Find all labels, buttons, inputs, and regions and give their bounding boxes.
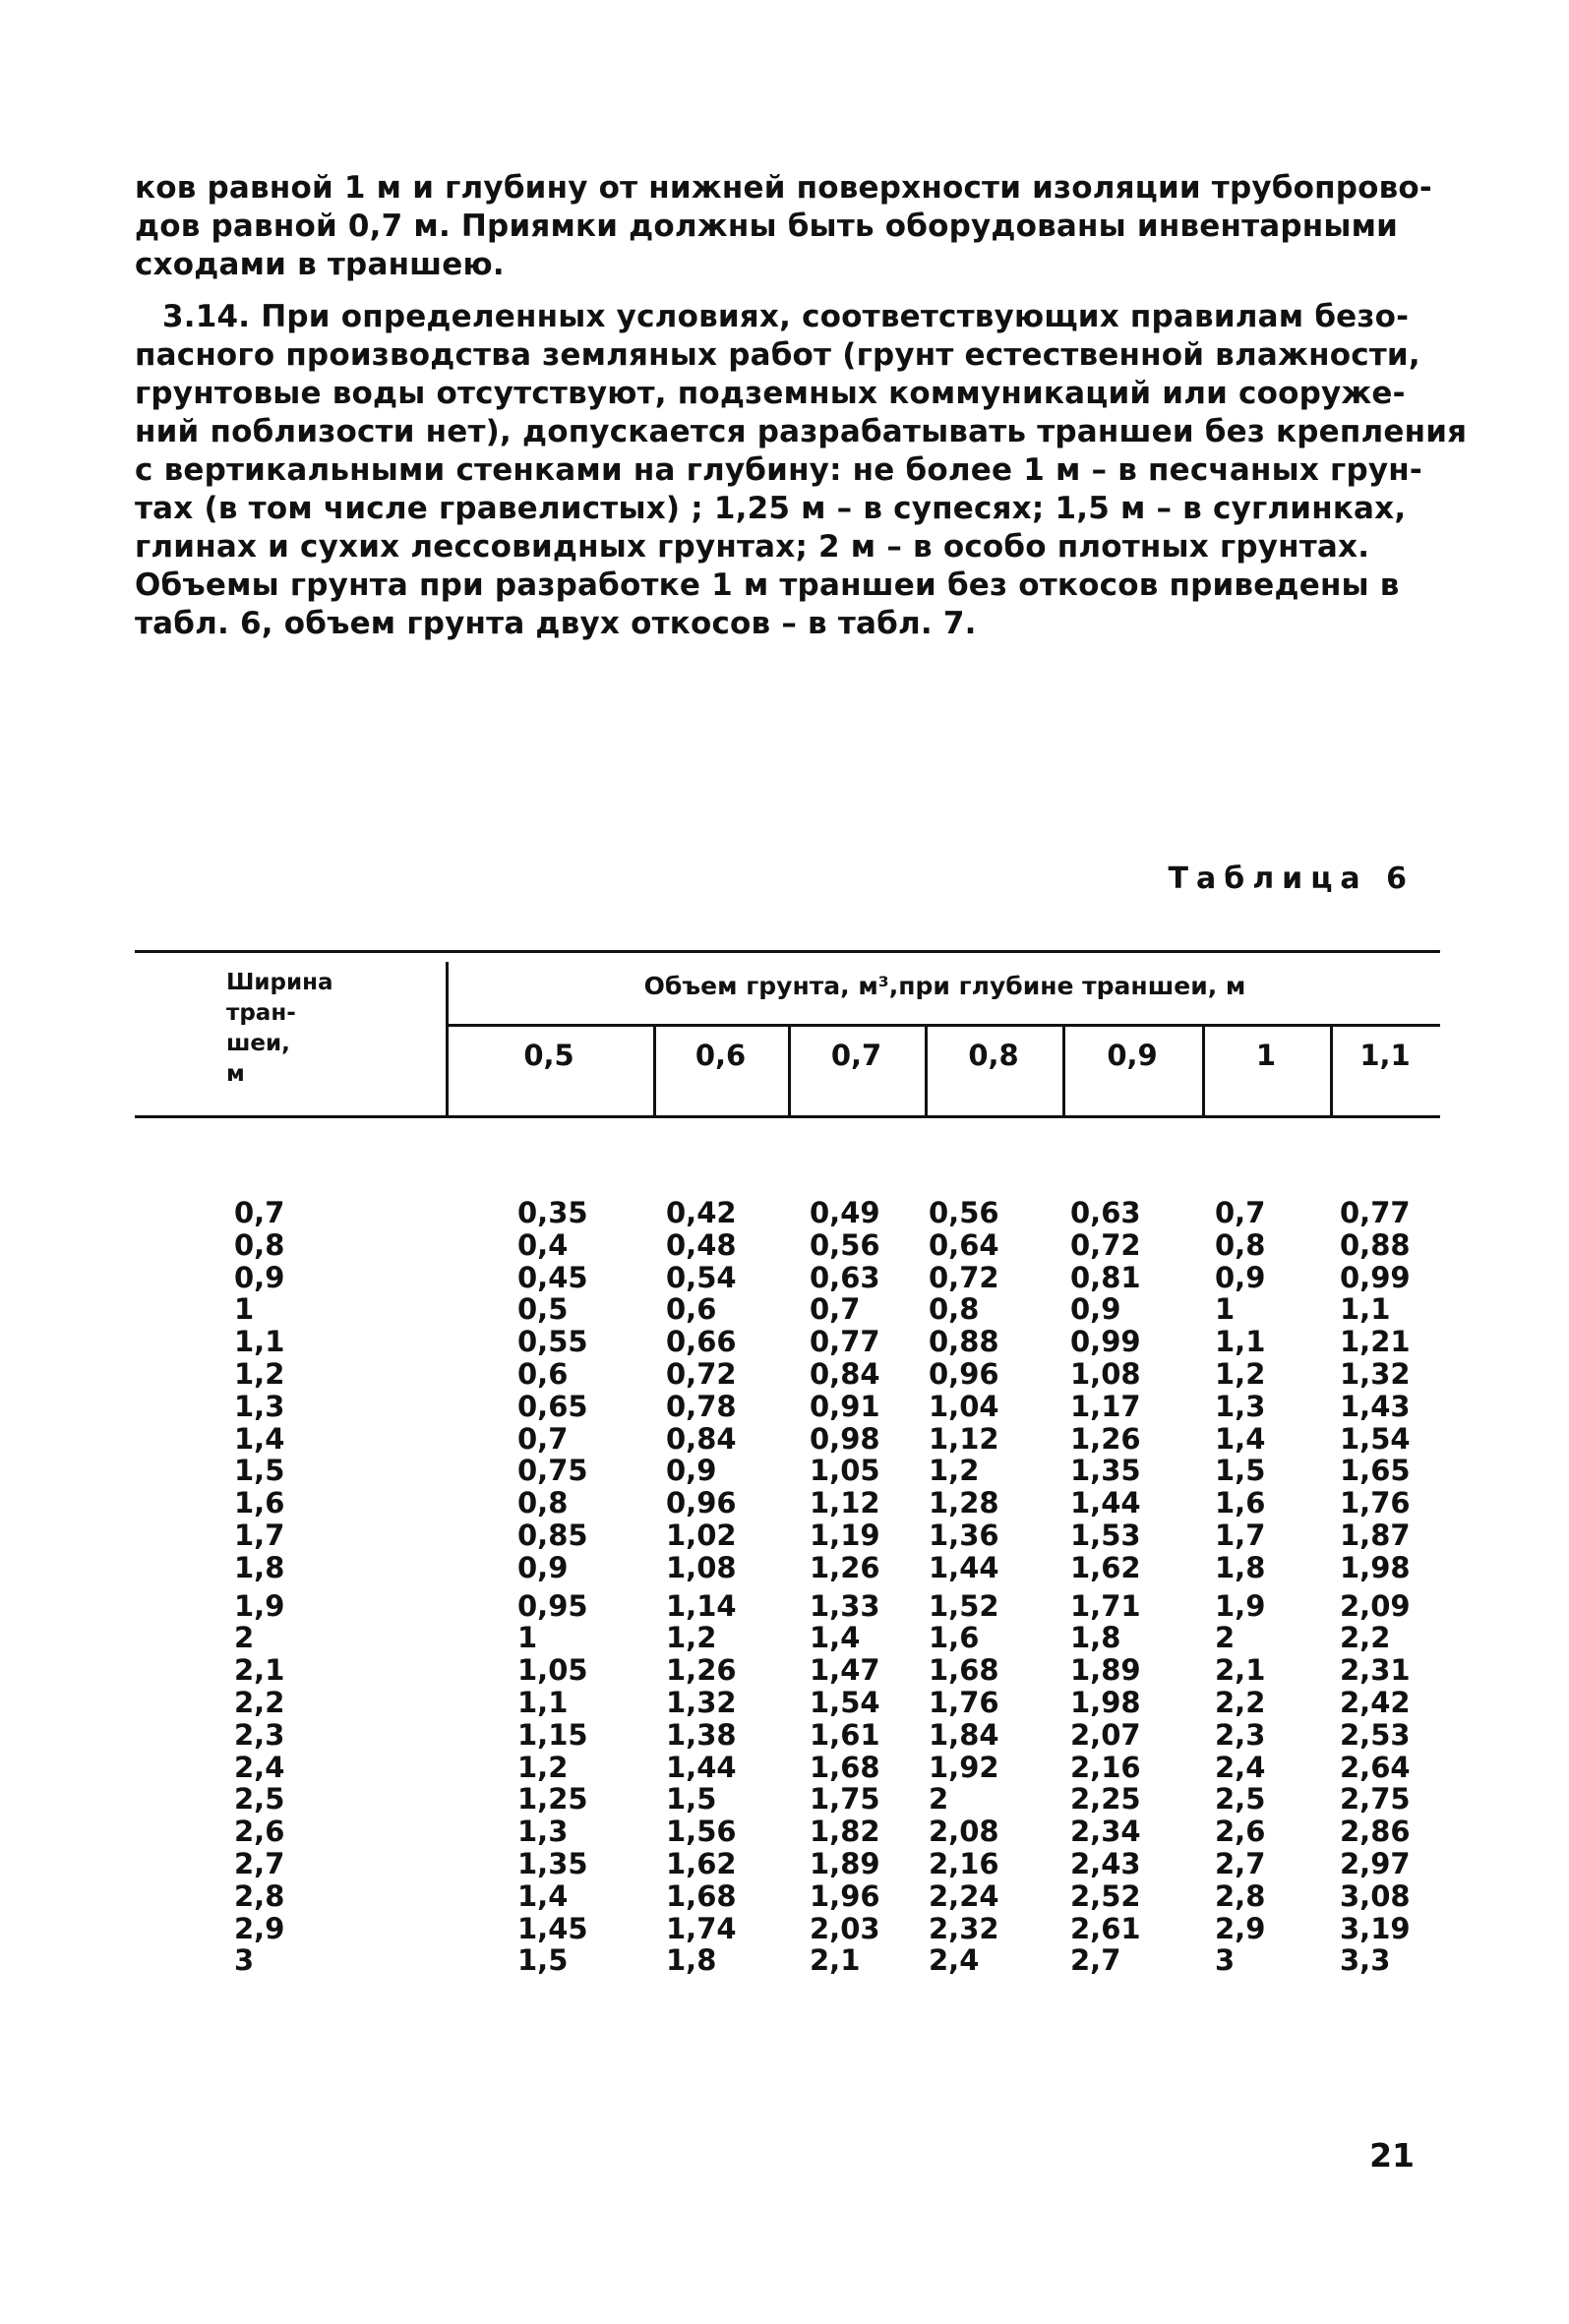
- volume-cell: 1,2: [929, 1454, 980, 1488]
- volume-cell: 0,88: [1340, 1227, 1411, 1262]
- volume-cell: 1,21: [1340, 1325, 1411, 1359]
- volume-cell: 1,15: [517, 1717, 588, 1752]
- volume-cell: 1,44: [929, 1550, 999, 1584]
- volume-cell: 0,65: [517, 1389, 588, 1423]
- volume-cell: 0,99: [1340, 1260, 1411, 1294]
- table-caption: Таблица 6: [1168, 862, 1415, 896]
- volume-cell: 0,75: [517, 1454, 588, 1488]
- volume-cell: 1,3: [517, 1815, 569, 1849]
- volume-cell: 0,42: [666, 1196, 737, 1229]
- volume-cell: 0,72: [666, 1357, 737, 1391]
- depth-column-header: 0,9: [1107, 1039, 1158, 1072]
- volume-cell: 1,5: [666, 1782, 717, 1817]
- volume-cell: 1,3: [1215, 1389, 1266, 1423]
- body-paragraph: [135, 169, 1468, 643]
- header-bottom-rule: [135, 1115, 1440, 1118]
- volume-cell: 0,54: [666, 1260, 737, 1294]
- volume-cell: 2,97: [1340, 1847, 1411, 1880]
- volume-cell: 1,26: [1070, 1421, 1141, 1456]
- volume-cell: 2,3: [1215, 1717, 1266, 1752]
- volume-cell: 0,7: [810, 1292, 861, 1327]
- volume-cell: 2,75: [1340, 1782, 1411, 1817]
- width-cell: 2,8: [234, 1878, 285, 1913]
- width-cell: 2,9: [234, 1911, 285, 1945]
- width-cell: 1,1: [234, 1325, 285, 1359]
- volume-cell: 0,63: [810, 1260, 880, 1294]
- width-cell: 0,9: [234, 1260, 285, 1294]
- volume-cell: 1,62: [1070, 1550, 1141, 1584]
- volume-cell: 1,25: [517, 1782, 588, 1817]
- volume-cell: 1,36: [929, 1519, 999, 1552]
- volume-cell: 1,7: [1215, 1519, 1266, 1552]
- volume-cell: 0,9: [1215, 1260, 1266, 1294]
- depth-column-divider: [1202, 1027, 1205, 1115]
- volume-cell: 0,63: [1070, 1196, 1141, 1229]
- volume-cell: 1,1: [1340, 1292, 1391, 1327]
- volume-cell: 0,78: [666, 1389, 737, 1423]
- volume-cell: 2,86: [1340, 1815, 1411, 1849]
- width-cell: 1,5: [234, 1454, 285, 1488]
- volume-cell: 1,08: [1070, 1357, 1141, 1391]
- volume-cell: 1,6: [1215, 1486, 1266, 1520]
- volume-cell: 1: [517, 1621, 538, 1655]
- volume-cell: 1,14: [666, 1588, 737, 1623]
- volume-cell: 0,56: [929, 1196, 999, 1229]
- width-cell: 2,2: [234, 1686, 285, 1719]
- volume-cell: 3,3: [1340, 1943, 1391, 1978]
- volume-cell: 0,88: [929, 1325, 999, 1359]
- volume-cell: 1,4: [810, 1621, 861, 1655]
- width-cell: 1,4: [234, 1421, 285, 1456]
- volume-cell: 2,64: [1340, 1750, 1411, 1784]
- volume-cell: 1,47: [810, 1653, 880, 1688]
- volume-cell: 0,9: [517, 1550, 569, 1584]
- volume-cell: 1,65: [1340, 1454, 1411, 1488]
- volume-cell: 1,28: [929, 1486, 999, 1520]
- text-line: глинах и сухих лессовидных грунтах; 2 м – в особо плотных грунтах.: [135, 529, 1370, 565]
- volume-cell: 1,68: [666, 1878, 737, 1913]
- volume-cell: 2,52: [1070, 1878, 1141, 1913]
- text-line: ков равной 1 м и глубину от нижней поверхности изоляции трубопрово-: [135, 170, 1432, 206]
- volume-cell: 1,26: [810, 1550, 880, 1584]
- volume-cell: 1,62: [666, 1847, 737, 1880]
- width-cell: 1,9: [234, 1588, 285, 1623]
- volume-cell: 2,25: [1070, 1782, 1141, 1817]
- volume-cell: 2,8: [1215, 1878, 1266, 1913]
- volume-cell: 2,1: [1215, 1653, 1266, 1688]
- text-line: табл. 6, объем грунта двух откосов – в табл. 7.: [135, 606, 977, 641]
- volume-cell: 0,5: [517, 1292, 569, 1327]
- volume-cell: 1,02: [666, 1519, 737, 1552]
- volume-cell: 1,38: [666, 1717, 737, 1752]
- volume-cell: 0,95: [517, 1588, 588, 1623]
- volume-cell: 1,92: [929, 1750, 999, 1784]
- volume-cell: 1,08: [666, 1550, 737, 1584]
- volume-cell: 0,84: [666, 1421, 737, 1456]
- volume-cell: 0,66: [666, 1325, 737, 1359]
- volume-cell: 1,89: [810, 1847, 880, 1880]
- volume-cell: 1,68: [810, 1750, 880, 1784]
- volume-cell: 1,8: [1215, 1550, 1266, 1584]
- volume-cell: 1,35: [517, 1847, 588, 1880]
- depth-column-divider: [788, 1027, 791, 1115]
- width-header-line: тран-: [226, 1000, 296, 1026]
- depth-column-divider: [925, 1027, 928, 1115]
- volume-cell: 2,7: [1215, 1847, 1266, 1880]
- depth-column-header: 0,8: [968, 1039, 1019, 1072]
- volume-cell: 2,4: [929, 1943, 980, 1978]
- volume-cell: 0,7: [517, 1421, 569, 1456]
- volume-cell: 0,77: [810, 1325, 880, 1359]
- volume-cell: 1,04: [929, 1389, 999, 1423]
- volume-cell: 0,72: [1070, 1227, 1141, 1262]
- text-line: с вертикальными стенками на глубину: не более 1 м – в песчаных грун-: [135, 452, 1422, 488]
- volume-cell: 2,6: [1215, 1815, 1266, 1849]
- volume-cell: 1,84: [929, 1717, 999, 1752]
- volume-cell: 2,16: [929, 1847, 999, 1880]
- volume-cell: 2,34: [1070, 1815, 1141, 1849]
- volume-cell: 2,32: [929, 1911, 999, 1945]
- volume-cell: 1,76: [929, 1686, 999, 1719]
- width-cell: 2,7: [234, 1847, 285, 1880]
- volume-cell: 1: [1215, 1292, 1236, 1327]
- depth-column-header: 1: [1255, 1039, 1277, 1072]
- volume-cell: 1,54: [810, 1686, 880, 1719]
- volume-cell: 2,2: [1340, 1621, 1391, 1655]
- volume-cell: 1,1: [1215, 1325, 1266, 1359]
- volume-cell: 2,61: [1070, 1911, 1141, 1945]
- volume-cell: 1,87: [1340, 1519, 1411, 1552]
- volume-cell: 1,2: [517, 1750, 569, 1784]
- volume-cell: 3,19: [1340, 1911, 1411, 1945]
- volume-cell: 2,42: [1340, 1686, 1411, 1719]
- depth-column-divider: [653, 1027, 656, 1115]
- volume-cell: 0,81: [1070, 1260, 1141, 1294]
- volume-cell: 2,1: [810, 1943, 861, 1978]
- table-header: [135, 950, 1440, 1117]
- depth-column-header: 0,5: [523, 1039, 574, 1072]
- volume-cell: 1,6: [929, 1621, 980, 1655]
- width-cell: 1,8: [234, 1550, 285, 1584]
- volume-cell: 1,35: [1070, 1454, 1141, 1488]
- volume-cell: 1,74: [666, 1911, 737, 1945]
- volume-cell: 0,77: [1340, 1196, 1411, 1229]
- width-cell: 2,3: [234, 1717, 285, 1752]
- text-line: дов равной 0,7 м. Приямки должны быть оборудованы инвентарными: [135, 209, 1399, 244]
- volume-cell: 1,17: [1070, 1389, 1141, 1423]
- volume-cell: 2,4: [1215, 1750, 1266, 1784]
- volume-cell: 0,72: [929, 1260, 999, 1294]
- volume-cell: 1,44: [1070, 1486, 1141, 1520]
- width-cell: 1,6: [234, 1486, 285, 1520]
- text-line: Объемы грунта при разработке 1 м траншеи без откосов приведены в: [135, 567, 1400, 603]
- width-cell: 2,1: [234, 1653, 285, 1688]
- volume-cell: 0,96: [666, 1486, 737, 1520]
- depth-column-divider: [1330, 1027, 1333, 1115]
- volume-cell: 1,68: [929, 1653, 999, 1688]
- volume-cell: 1,33: [810, 1588, 880, 1623]
- volume-cell: 0,85: [517, 1519, 588, 1552]
- volume-cell: 0,99: [1070, 1325, 1141, 1359]
- volume-cell: 0,9: [1070, 1292, 1121, 1327]
- volume-cell: 0,91: [810, 1389, 880, 1423]
- volume-cell: 1,96: [810, 1878, 880, 1913]
- text-line: 3.14. При определенных условиях, соответствующих правилам безо-: [162, 299, 1410, 334]
- width-cell: 3: [234, 1943, 255, 1978]
- depth-column-header: 0,6: [694, 1039, 747, 1072]
- volume-cell: 0,8: [1215, 1227, 1266, 1262]
- width-cell: 2,6: [234, 1815, 285, 1849]
- volume-cell: 1,82: [810, 1815, 880, 1849]
- text-line: грунтовые воды отсутствуют, подземных коммуникаций или сооруже-: [135, 376, 1406, 411]
- volume-cell: 1,1: [517, 1686, 569, 1719]
- volume-cell: 2,09: [1340, 1588, 1411, 1623]
- volume-cell: 2,03: [810, 1911, 880, 1945]
- volume-cell: 1,43: [1340, 1389, 1411, 1423]
- volume-cell: 3,08: [1340, 1878, 1411, 1913]
- text-line: тах (в том числе гравелистых) ; 1,25 м – в супесях; 1,5 м – в суглинках,: [135, 491, 1407, 526]
- table-top-rule: [135, 950, 1440, 953]
- volume-group-header: Объем грунта, м³,при глубине траншеи, м: [643, 972, 1246, 1000]
- width-cell: 2,5: [234, 1782, 285, 1817]
- volume-cell: 2,2: [1215, 1686, 1266, 1719]
- depth-column-header: 1,1: [1359, 1039, 1411, 1072]
- volume-cell: 1,98: [1340, 1550, 1411, 1584]
- volume-cell: 1,12: [810, 1486, 880, 1520]
- volume-cell: 0,96: [929, 1357, 999, 1391]
- volume-cell: 0,8: [929, 1292, 980, 1327]
- volume-cell: 0,45: [517, 1260, 588, 1294]
- volume-cell: 1,76: [1340, 1486, 1411, 1520]
- volume-cell: 1,8: [666, 1943, 717, 1978]
- volume-cell: 1,44: [666, 1750, 737, 1784]
- volume-cell: 0,6: [517, 1357, 569, 1391]
- volume-cell: 2,53: [1340, 1717, 1411, 1752]
- width-column-header: [226, 968, 333, 1090]
- volume-cell: 1,56: [666, 1815, 737, 1849]
- volume-cell: 0,98: [810, 1421, 880, 1456]
- volume-cell: 2,43: [1070, 1847, 1141, 1880]
- width-header-line: шеи,: [226, 1031, 290, 1056]
- volume-cell: 0,8: [517, 1486, 569, 1520]
- volume-cell: 1,89: [1070, 1653, 1141, 1688]
- volume-cell: 1,8: [1070, 1621, 1121, 1655]
- volume-cell: 1,05: [810, 1454, 880, 1488]
- volume-cell: 0,64: [929, 1227, 999, 1262]
- width-cell: 1,3: [234, 1389, 285, 1423]
- text-line: пасного производства земляных работ (грунт естественной влажности,: [135, 337, 1420, 373]
- volume-cell: 1,5: [1215, 1454, 1266, 1488]
- volume-cell: 0,84: [810, 1357, 880, 1391]
- volume-cell: 2,5: [1215, 1782, 1266, 1817]
- volume-cell: 1,54: [1340, 1421, 1411, 1456]
- volume-cell: 1,52: [929, 1588, 999, 1623]
- width-header-line: м: [226, 1061, 245, 1087]
- width-header-line: Ширина: [226, 970, 333, 995]
- volume-cell: 1,2: [666, 1621, 717, 1655]
- volume-cell: 2,9: [1215, 1911, 1266, 1945]
- volume-cell: 1,32: [666, 1686, 737, 1719]
- width-cell: 0,7: [234, 1196, 285, 1229]
- page-number: 21: [1369, 2136, 1415, 2175]
- volume-cell: 0,7: [1215, 1196, 1266, 1229]
- width-cell: 0,8: [234, 1227, 285, 1262]
- volume-cell: 0,4: [517, 1227, 569, 1262]
- width-cell: 1,2: [234, 1357, 285, 1391]
- width-cell: 1: [234, 1292, 255, 1327]
- group-header-rule: [446, 1024, 1440, 1027]
- volume-cell: 2,31: [1340, 1653, 1411, 1688]
- volume-cell: 1,4: [517, 1878, 569, 1913]
- volume-cell: 1,5: [517, 1943, 569, 1978]
- width-cell: 2: [234, 1621, 255, 1655]
- volume-cell: 0,35: [517, 1196, 588, 1229]
- volume-cell: 1,12: [929, 1421, 999, 1456]
- volume-cell: 0,49: [810, 1196, 880, 1229]
- depth-column-header: 0,7: [830, 1039, 882, 1072]
- text-line: ний поблизости нет), допускается разрабатывать траншеи без крепления: [135, 414, 1468, 449]
- volume-cell: 1,71: [1070, 1588, 1141, 1623]
- volume-cell: 1,32: [1340, 1357, 1411, 1391]
- volume-cell: 0,56: [810, 1227, 880, 1262]
- volume-cell: 1,26: [666, 1653, 737, 1688]
- volume-cell: 1,45: [517, 1911, 588, 1945]
- volume-cell: 1,75: [810, 1782, 880, 1817]
- volume-cell: 2,07: [1070, 1717, 1141, 1752]
- depth-column-divider: [1062, 1027, 1065, 1115]
- text-line: сходами в траншею.: [135, 247, 505, 282]
- volume-cell: 2: [1215, 1621, 1236, 1655]
- width-cell: 2,4: [234, 1750, 285, 1784]
- volume-cell: 2,24: [929, 1878, 999, 1913]
- volume-cell: 1,05: [517, 1653, 588, 1688]
- volume-cell: 1,98: [1070, 1686, 1141, 1719]
- volume-cell: 1,2: [1215, 1357, 1266, 1391]
- volume-cell: 3: [1215, 1943, 1236, 1978]
- volume-cell: 2: [929, 1782, 949, 1817]
- volume-cell: 1,9: [1215, 1588, 1266, 1623]
- volume-cell: 2,7: [1070, 1943, 1121, 1978]
- volume-cell: 2,16: [1070, 1750, 1141, 1784]
- width-cell: 1,7: [234, 1519, 285, 1552]
- volume-cell: 1,53: [1070, 1519, 1141, 1552]
- volume-cell: 2,08: [929, 1815, 999, 1849]
- volume-cell: 0,55: [517, 1325, 588, 1359]
- volume-cell: 0,9: [666, 1454, 717, 1488]
- volume-cell: 1,19: [810, 1519, 880, 1552]
- volume-cell: 0,6: [666, 1292, 717, 1327]
- volume-cell: 1,61: [810, 1717, 880, 1752]
- volume-cell: 0,48: [666, 1227, 737, 1262]
- volume-cell: 1,4: [1215, 1421, 1266, 1456]
